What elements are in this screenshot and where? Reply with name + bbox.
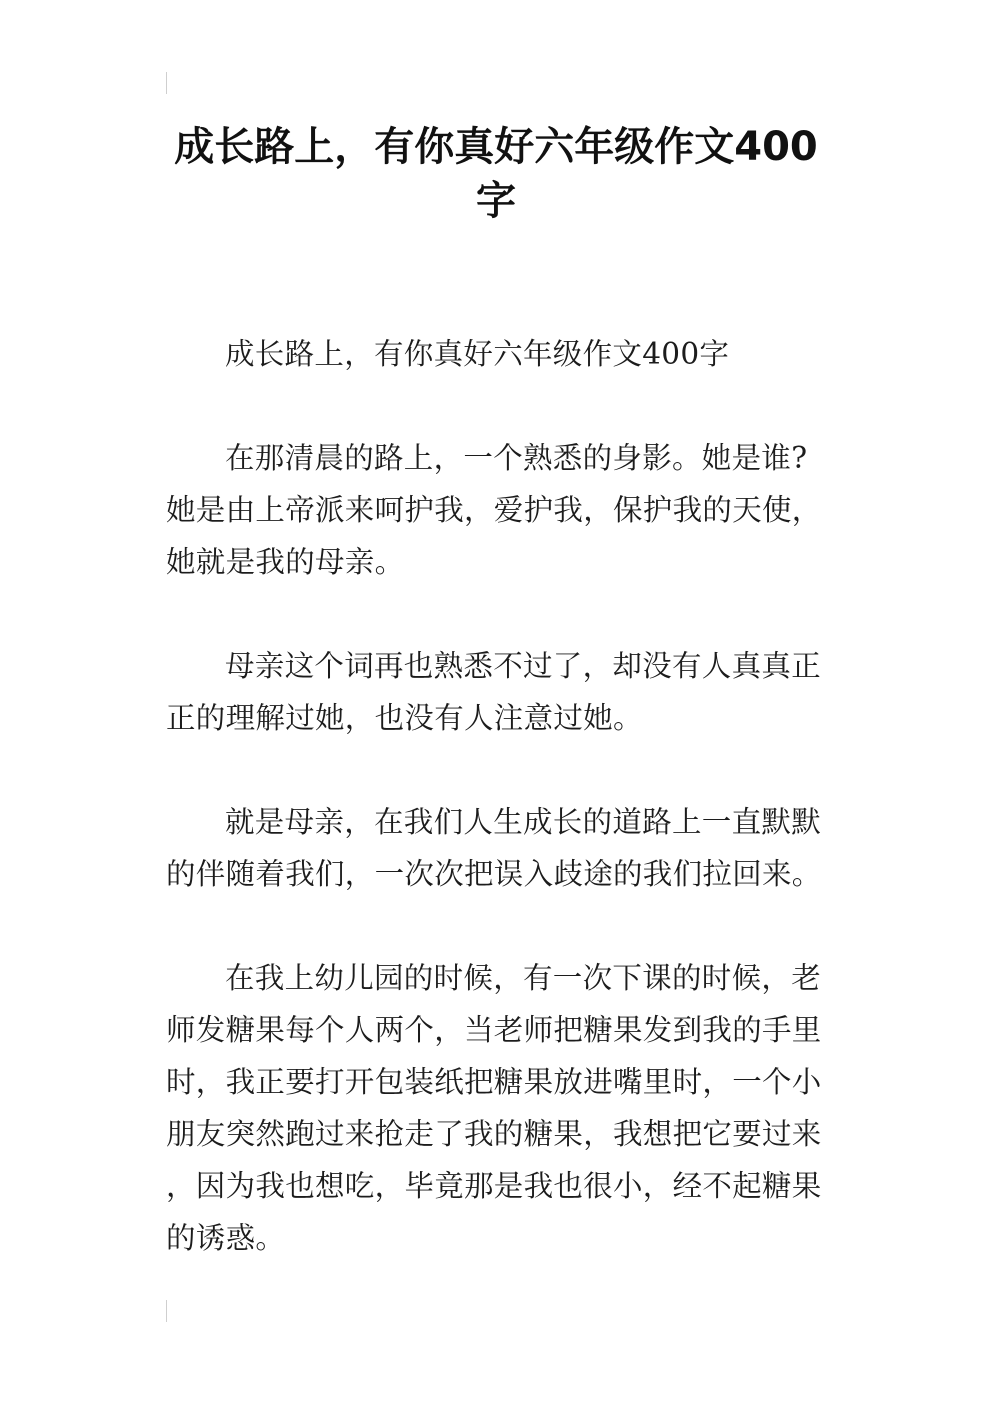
paragraph-2: 母亲这个词再也熟悉不过了，却没有人真真正正的理解过她，也没有人注意过她。 xyxy=(166,649,822,735)
document-subtitle: 成长路上，有你真好六年级作文400字 xyxy=(225,337,730,371)
paragraph-3: 就是母亲，在我们人生成长的道路上一直默默的伴随着我们，一次次把误入歧途的我们拉回来。 xyxy=(166,805,822,891)
paragraph-1: 在那清晨的路上，一个熟悉的身影。她是谁?她是由上帝派来呵护我，爱护我，保护我的天使，她就是我的母亲。 xyxy=(166,441,822,579)
paragraph-4: 在我上幼儿园的时候，有一次下课的时候，老师发糖果每个人两个，当老师把糖果发到我的手里时，我正要打开包装纸把糖果放进嘴里时，一个小朋友突然跑过来抢走了我的糖果，我想把它要过来 ，因为我也想吃，毕竟那是我也很小，经不起糖果的诱惑。 xyxy=(166,961,822,1255)
page-corner-mark-top xyxy=(166,72,167,94)
document-title: 成长路上，有你真好六年级作文400字 xyxy=(174,124,818,224)
page-corner-mark-bottom xyxy=(166,1300,167,1322)
